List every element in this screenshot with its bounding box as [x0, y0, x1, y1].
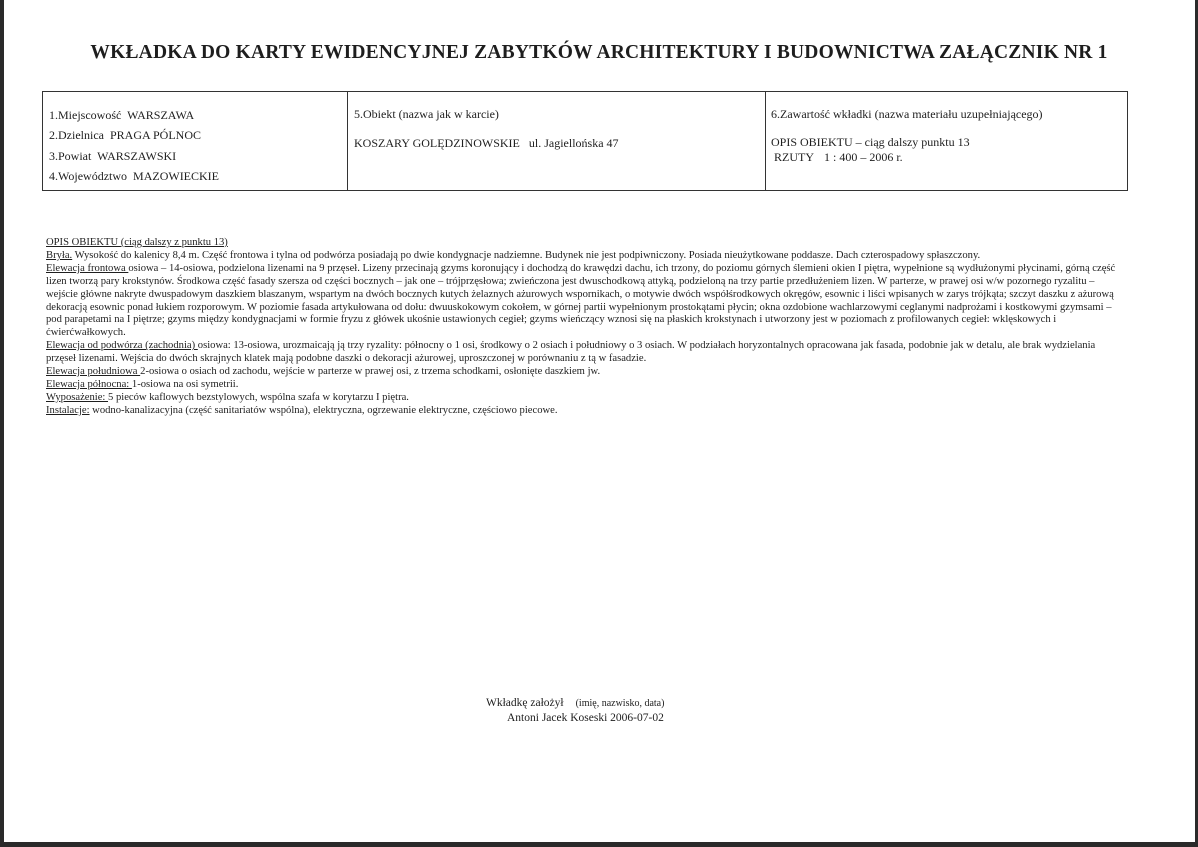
scan-edge-left: [0, 0, 4, 847]
voivodeship-label: 4.Województwo: [49, 168, 128, 183]
district-value: PRAGA PÓLNOC: [109, 128, 202, 143]
section-rear-elevation: [46, 340, 1126, 366]
scan-edge-bottom: [0, 842, 1198, 847]
locality-label: 1.Miejscowość: [49, 108, 122, 122]
voivodeship-row: [49, 169, 347, 189]
contents-line2: [771, 150, 1127, 165]
county-value: WARSZAWSKI: [97, 148, 177, 163]
county-label: 3.Powiat: [49, 148, 92, 163]
section-label: Elewacja północna:: [46, 378, 132, 390]
footer-line1: [486, 697, 664, 709]
section-label: Elewacja południowa: [46, 366, 141, 378]
description-body: [46, 237, 1126, 418]
county-row: [49, 149, 347, 169]
description-heading-text: OPIS OBIEKTU (ciąg dalszy z punktu 13): [46, 237, 228, 248]
section-north-elevation: [46, 379, 1126, 392]
object-cell: [348, 92, 766, 190]
document-title: WKŁADKA DO KARTY EWIDENCYJNEJ ZABYTKÓW ARCHITEKTURY I BUDOWNICTWA ZAŁĄCZNIK NR 1: [90, 42, 1108, 63]
section-label: Wyposażenie:: [46, 391, 109, 403]
section-bryla: [46, 250, 1126, 263]
section-text: 1-osiowa na osi symetrii.: [131, 378, 239, 390]
plans-label: RZUTY: [774, 150, 814, 164]
section-text: osiowa – 14-osiowa, podzielona lizenami na 9 przęseł. Lizeny przecinają gzyms koronujący i dochodzą do krawędzi dachu, ich trzony, do poziomu górnych ślemieni okien I piętra, wypełnione są wydłużonymi płycinami, górną część lizen tworzą pary krokstynów. Środkowa część fasady szersza od części bocznych – jak one – trójprzęsłowa; zwieńczona jest dwuschodkową attyką, podzieloną na trzy partie przedłużeniem lizen. W parterze, w prawej osi w/w pozornego ryzalitu – wejście główne nakryte dwuspadowym daszkiem blaszanym, wspartym na dwóch bocznych kutych żelaznych ażurowych wspornikach, o motywie dwóch współśrodkowych okręgów, esownic i liści wpisanych w zarys trójkąta; szczyt daszku z ażurową dekoracją esownic ponad łukiem rozporowym. W poziomie fasada artykułowana od dołu: dwuuskokowym cokołem, w górnej partii wypełnionym prostokątami płycin; okna ozdobione wachlarzowymi ceglanymi nadprożami i kostkowymi gzymsami – pod parapetami na I piętrze; gzyms między kondygnacjami w formie fryzu z główek ukośnie ustawionych cegieł; gzyms wieńczący wznosi się na płaskich krokstynach i utworzony jest w poziomach z profilowanych cegieł: wklęskowych i ćwierćwałkowych.: [46, 262, 1116, 339]
footer-hint: (imię, nazwisko, data): [575, 698, 665, 709]
district-label: 2.Dzielnica: [49, 128, 104, 143]
contents-cell: [766, 92, 1127, 190]
section-label: Instalacje:: [46, 404, 90, 416]
section-text: osiowa: 13-osiowa, urozmaicają ją trzy ryzality: północny o 1 osi, środkowy o 2 osiach i południowy o 3 osiach. W podziałach horyzontalnych opracowana jak fasada, podobnie jak w detalu, ale brak wydzielania przęseł lizenami. Wejścia do dwóch skrajnych klatek mają podobne daszki o dekoracji ażurowej, uproszczonej w porównaniu z tą w fasadzie.: [46, 340, 1096, 365]
section-front-elevation: [46, 263, 1126, 340]
contents-line1: OPIS OBIEKTU – ciąg dalszy punktu 13: [771, 135, 970, 149]
plans-value: 1 : 400 – 2006 r.: [824, 150, 903, 164]
contents-label: 6.Zawartość wkładki (nazwa materiału uzupełniającego): [771, 107, 1043, 121]
header-table: [42, 91, 1128, 191]
locality-value: WARSZAWA: [127, 108, 195, 122]
footer-label: Wkładkę założył: [486, 697, 564, 709]
location-cell: [43, 92, 348, 190]
section-south-elevation: [46, 366, 1126, 379]
section-equipment: [46, 392, 1126, 405]
locality-row: [49, 108, 347, 128]
section-label: Elewacja frontowa: [46, 262, 129, 274]
voivodeship-value: MAZOWIECKIE: [133, 168, 220, 183]
object-name: KOSZARY GOLĘDZINOWSKIE: [354, 136, 520, 150]
description-heading: [46, 237, 1126, 250]
section-text: wodno-kanalizacyjna (część sanitariatów wspólna), elektryczna, ogrzewanie elektryczne, częściowo piecowe.: [89, 404, 558, 416]
footer-author: Antoni Jacek Koseski 2006-07-02: [507, 712, 664, 724]
section-label: Bryła.: [46, 249, 73, 261]
section-text: 5 pieców kaflowych bezstylowych, wspólna szafa w korytarzu I piętra.: [108, 391, 409, 403]
section-label: Elewacja od podwórza (zachodnia): [46, 340, 198, 352]
object-label: 5.Obiekt (nazwa jak w karcie): [354, 107, 499, 121]
section-installations: [46, 405, 1126, 418]
district-row: [49, 128, 347, 148]
section-text: 2-osiowa o osiach od zachodu, wejście w parterze w prawej osi, z trzema schodkami, osłonięte daszkiem jw.: [140, 366, 601, 378]
object-address: ul. Jagiellońska 47: [528, 136, 619, 150]
section-text: Wysokość do kalenicy 8,4 m. Część frontowa i tylna od podwórza posiadają po dwie kondygnacje nadziemne. Budynek nie jest podpiwniczony. Posiada nieużytkowane poddasze. Dach czterospadowy spłaszczony.: [72, 249, 981, 261]
object-line: [354, 136, 765, 151]
